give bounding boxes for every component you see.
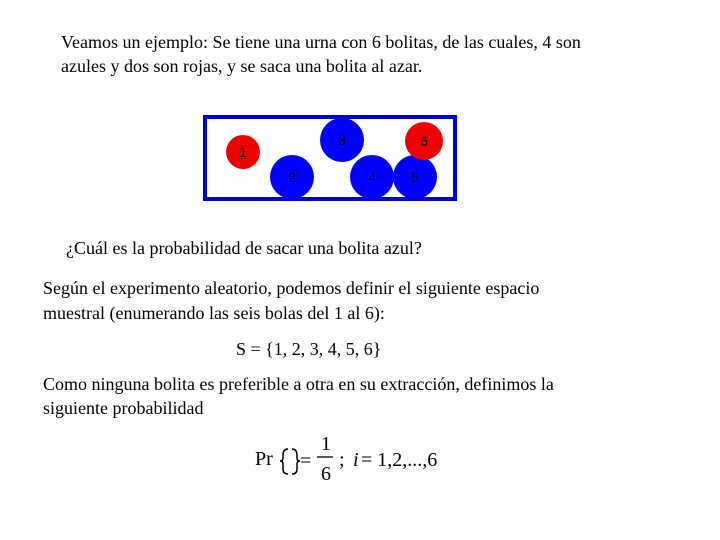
formula-index: i: [353, 449, 359, 471]
ball-4: 4: [350, 155, 394, 199]
formula-range: = 1,2,...,6: [361, 449, 438, 471]
formula-denominator: 6: [321, 463, 331, 485]
conclusion-line-1: Como ninguna bolita es preferible a otra en su extracción, definimos la: [43, 374, 554, 394]
formula-numerator: 1: [321, 433, 331, 455]
explanation-line-1: Según el experimento aleatorio, podemos definir el siguiente espacio: [43, 278, 540, 298]
explanation-line-2: muestral (enumerando las seis bolas del 1 al 6):: [43, 303, 385, 323]
svg-text:=: =: [300, 450, 312, 472]
formula-separator: ;: [339, 449, 345, 471]
ball-5: 5: [393, 155, 437, 199]
conclusion-line-2: siguiente probabilidad: [43, 398, 204, 418]
question-text: ¿Cuál es la probabilidad de sacar una bolita azul?: [66, 238, 422, 258]
formula-pr: Pr: [255, 448, 273, 470]
formula-left-brace: [280, 449, 288, 474]
formula-right-brace: [292, 449, 300, 474]
intro-line-1: Veamos un ejemplo: Se tiene una urna con 6 bolitas, de las cuales, 4 son: [61, 32, 581, 52]
probability-formula: [255, 430, 455, 486]
ball-2: 2: [270, 155, 314, 199]
intro-line-2: azules y dos son rojas, y se saca una bolita al azar.: [61, 56, 423, 76]
ball-1: 1: [226, 135, 260, 169]
ball-3: 3: [320, 118, 364, 162]
ball-6: 6: [405, 122, 443, 160]
sample-space: S = {1, 2, 3, 4, 5, 6}: [236, 339, 382, 359]
